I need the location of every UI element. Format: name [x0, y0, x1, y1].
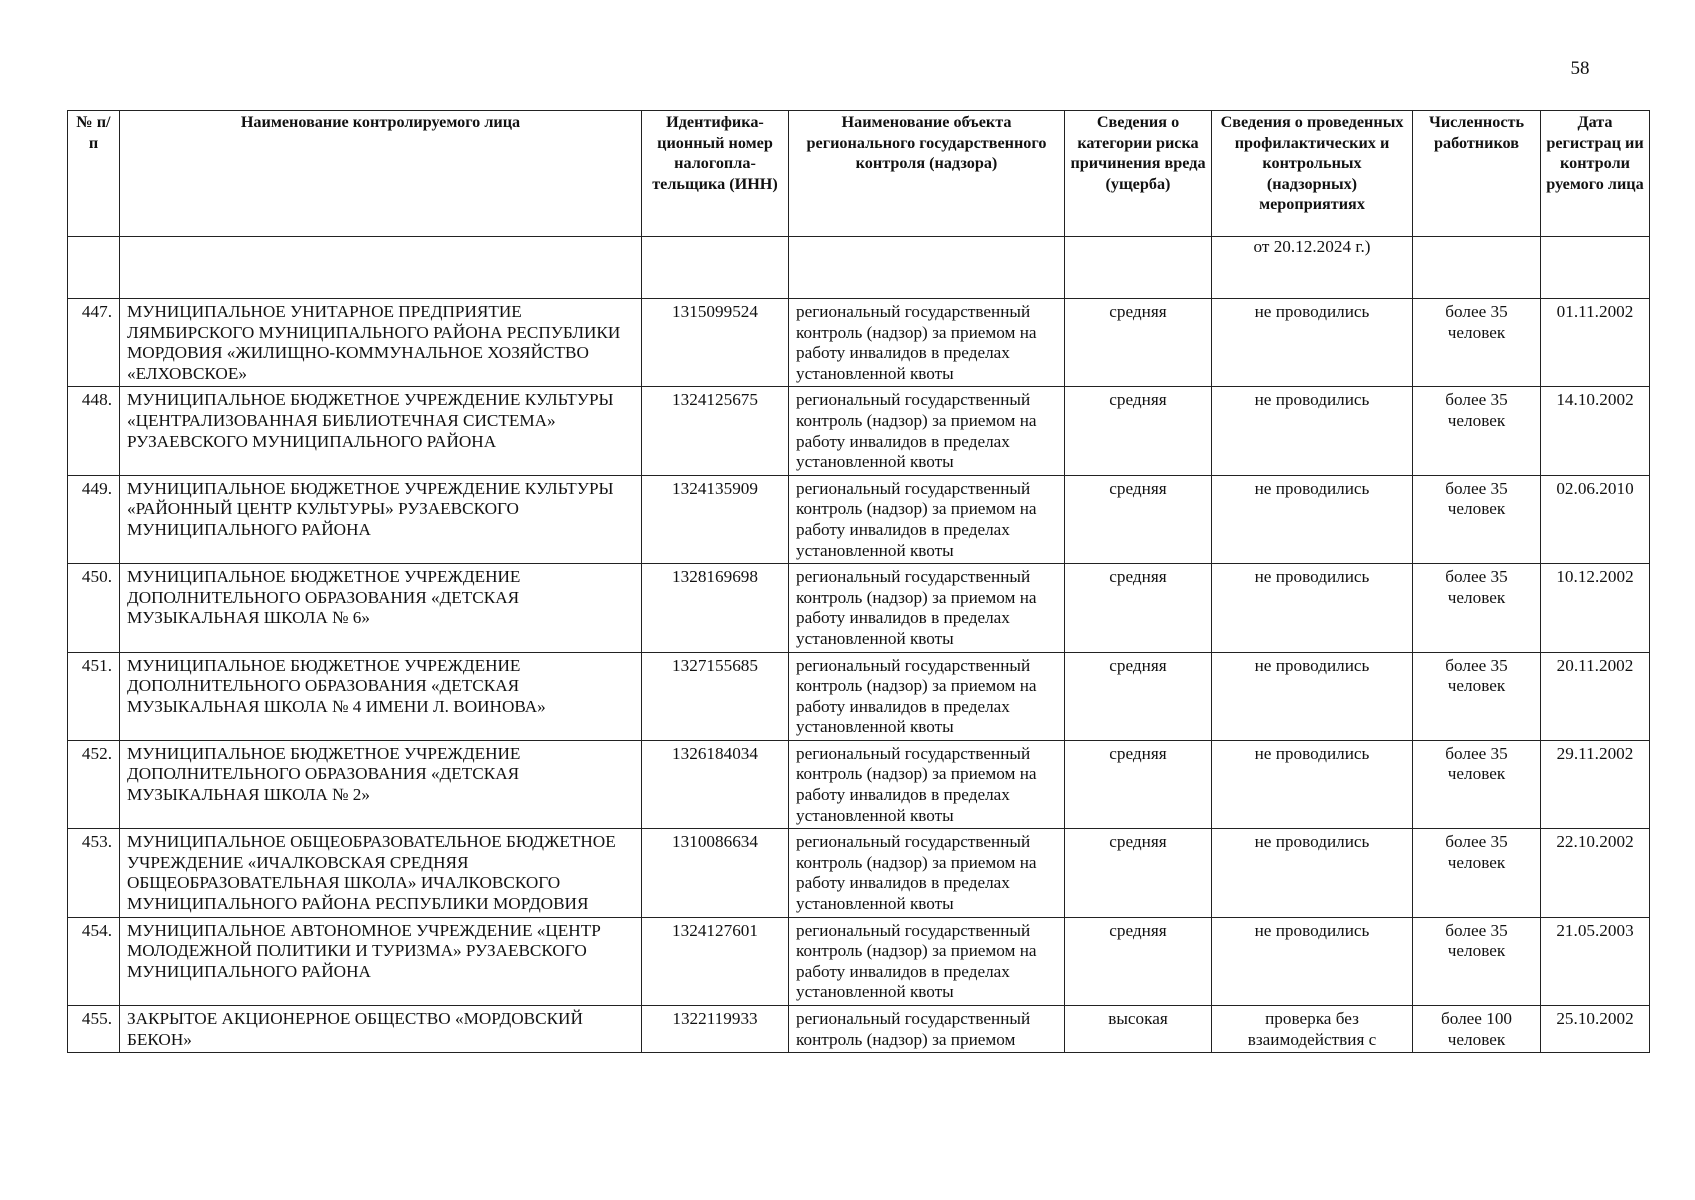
table-row [68, 829, 1650, 917]
entity-name: МУНИЦИПАЛЬНОЕ АВТОНОМНОЕ УЧРЕЖДЕНИЕ «ЦЕНТР МОЛОДЕЖНОЙ ПОЛИТИКИ И ТУРИЗМА» РУЗАЕВСКОГО МУНИЦИПАЛЬНОГО РАЙОНА [120, 917, 642, 1005]
staff-count: более 35 человек [1413, 740, 1541, 828]
table-row [68, 652, 1650, 740]
column-header: Наименование контролируемого лица [120, 111, 642, 237]
risk-category: средняя [1065, 564, 1212, 652]
control-object: региональный государственный контроль (надзор) за приемом на работу инвалидов в пределах установленной квоты [789, 299, 1065, 387]
page-number: 58 [1570, 58, 1590, 79]
events-info: не проводились [1212, 652, 1413, 740]
column-header: Идентифика-ционный номер налогопла-тельщика (ИНН) [642, 111, 789, 237]
registration-date: 01.11.2002 [1541, 299, 1650, 387]
row-number: 454. [68, 917, 120, 1005]
table-row [68, 475, 1650, 563]
header-continuation-row [68, 237, 1650, 299]
control-object: региональный государственный контроль (надзор) за приемом на работу инвалидов в пределах установленной квоты [789, 829, 1065, 917]
entity-name: МУНИЦИПАЛЬНОЕ ОБЩЕОБРАЗОВАТЕЛЬНОЕ БЮДЖЕТНОЕ УЧРЕЖДЕНИЕ «ИЧАЛКОВСКАЯ СРЕДНЯЯ ОБЩЕОБРАЗОВАТЕЛЬНАЯ ШКОЛА» ИЧАЛКОВСКОГО МУНИЦИПАЛЬНОГО РАЙОНА РЕСПУБЛИКИ МОРДОВИЯ [120, 829, 642, 917]
entity-name: МУНИЦИПАЛЬНОЕ БЮДЖЕТНОЕ УЧРЕЖДЕНИЕ ДОПОЛНИТЕЛЬНОГО ОБРАЗОВАНИЯ «ДЕТСКАЯ МУЗЫКАЛЬНАЯ ШКОЛА № 4 ИМЕНИ Л. ВОИНОВА» [120, 652, 642, 740]
entity-name: МУНИЦИПАЛЬНОЕ УНИТАРНОЕ ПРЕДПРИЯТИЕ ЛЯМБИРСКОГО МУНИЦИПАЛЬНОГО РАЙОНА РЕСПУБЛИКИ МОРДОВИЯ «ЖИЛИЩНО-КОММУНАЛЬНОЕ ХОЗЯЙСТВО «ЕЛХОВСКОЕ» [120, 299, 642, 387]
row-number: 453. [68, 829, 120, 917]
events-info: не проводились [1212, 829, 1413, 917]
risk-category: средняя [1065, 652, 1212, 740]
control-object: региональный государственный контроль (надзор) за приемом на работу инвалидов в пределах установленной квоты [789, 917, 1065, 1005]
column-header: Дата регистрац ии контроли руемого лица [1541, 111, 1650, 237]
staff-count: более 100 человек [1413, 1006, 1541, 1053]
inn-cell: 1324135909 [642, 475, 789, 563]
control-object: региональный государственный контроль (надзор) за приемом на работу инвалидов в пределах установленной квоты [789, 652, 1065, 740]
staff-count: более 35 человек [1413, 475, 1541, 563]
row-number: 450. [68, 564, 120, 652]
inn-cell: 1324125675 [642, 387, 789, 475]
events-info: не проводились [1212, 740, 1413, 828]
staff-count: более 35 человек [1413, 387, 1541, 475]
registration-date: 02.06.2010 [1541, 475, 1650, 563]
registration-date: 21.05.2003 [1541, 917, 1650, 1005]
staff-count: более 35 человек [1413, 564, 1541, 652]
control-object: региональный государственный контроль (надзор) за приемом на работу инвалидов в пределах установленной квоты [789, 475, 1065, 563]
inn-cell: 1324127601 [642, 917, 789, 1005]
staff-count: более 35 человек [1413, 299, 1541, 387]
inn-cell: 1327155685 [642, 652, 789, 740]
risk-category: высокая [1065, 1006, 1212, 1053]
events-info: не проводились [1212, 564, 1413, 652]
column-header: № п/п [68, 111, 120, 237]
row-number: 447. [68, 299, 120, 387]
entity-name: МУНИЦИПАЛЬНОЕ БЮДЖЕТНОЕ УЧРЕЖДЕНИЕ ДОПОЛНИТЕЛЬНОГО ОБРАЗОВАНИЯ «ДЕТСКАЯ МУЗЫКАЛЬНАЯ ШКОЛА № 6» [120, 564, 642, 652]
row-number: 448. [68, 387, 120, 475]
inn-cell: 1322119933 [642, 1006, 789, 1053]
entity-name: МУНИЦИПАЛЬНОЕ БЮДЖЕТНОЕ УЧРЕЖДЕНИЕ КУЛЬТУРЫ «РАЙОННЫЙ ЦЕНТР КУЛЬТУРЫ» РУЗАЕВСКОГО МУНИЦИПАЛЬНОГО РАЙОНА [120, 475, 642, 563]
registration-date: 20.11.2002 [1541, 652, 1650, 740]
table-row [68, 564, 1650, 652]
row-number: 451. [68, 652, 120, 740]
staff-count: более 35 человек [1413, 917, 1541, 1005]
row-number: 452. [68, 740, 120, 828]
inn-cell: 1315099524 [642, 299, 789, 387]
registration-date: 10.12.2002 [1541, 564, 1650, 652]
control-object: региональный государственный контроль (надзор) за приемом на работу инвалидов в пределах установленной квоты [789, 564, 1065, 652]
row-number: 449. [68, 475, 120, 563]
events-info: не проводились [1212, 387, 1413, 475]
registry-table [67, 110, 1650, 1053]
staff-count: более 35 человек [1413, 829, 1541, 917]
events-info: не проводились [1212, 917, 1413, 1005]
entity-name: ЗАКРЫТОЕ АКЦИОНЕРНОЕ ОБЩЕСТВО «МОРДОВСКИЙ БЕКОН» [120, 1006, 642, 1053]
table-row [68, 917, 1650, 1005]
inn-cell: 1328169698 [642, 564, 789, 652]
registration-date: 29.11.2002 [1541, 740, 1650, 828]
risk-category: средняя [1065, 917, 1212, 1005]
inn-cell: 1326184034 [642, 740, 789, 828]
control-object: региональный государственный контроль (надзор) за приемом на работу инвалидов в пределах установленной квоты [789, 740, 1065, 828]
inn-cell: 1310086634 [642, 829, 789, 917]
risk-category: средняя [1065, 740, 1212, 828]
table-header-row [68, 111, 1650, 237]
table-row [68, 299, 1650, 387]
entity-name: МУНИЦИПАЛЬНОЕ БЮДЖЕТНОЕ УЧРЕЖДЕНИЕ ДОПОЛНИТЕЛЬНОГО ОБРАЗОВАНИЯ «ДЕТСКАЯ МУЗЫКАЛЬНАЯ ШКОЛА № 2» [120, 740, 642, 828]
registration-date: 25.10.2002 [1541, 1006, 1650, 1053]
registration-date: 22.10.2002 [1541, 829, 1650, 917]
column-header: Сведения о проведенных профилактических и контрольных (надзорных) мероприятиях [1212, 111, 1413, 237]
column-header: Наименование объекта регионального государственного контроля (надзора) [789, 111, 1065, 237]
entity-name: МУНИЦИПАЛЬНОЕ БЮДЖЕТНОЕ УЧРЕЖДЕНИЕ КУЛЬТУРЫ «ЦЕНТРАЛИЗОВАННАЯ БИБЛИОТЕЧНАЯ СИСТЕМА» РУЗАЕВСКОГО МУНИЦИПАЛЬНОГО РАЙОНА [120, 387, 642, 475]
table-row [68, 1006, 1650, 1053]
table-row [68, 740, 1650, 828]
risk-category: средняя [1065, 475, 1212, 563]
risk-category: средняя [1065, 387, 1212, 475]
staff-count: более 35 человек [1413, 652, 1541, 740]
column-header: Сведения о категории риска причинения вреда (ущерба) [1065, 111, 1212, 237]
table-row [68, 387, 1650, 475]
control-object: региональный государственный контроль (надзор) за приемом на работу инвалидов в пределах установленной квоты [789, 387, 1065, 475]
column-header: Численность работников [1413, 111, 1541, 237]
events-info: не проводились [1212, 475, 1413, 563]
row-number: 455. [68, 1006, 120, 1053]
control-object: региональный государственный контроль (надзор) за приемом [789, 1006, 1065, 1053]
events-info: не проводились [1212, 299, 1413, 387]
risk-category: средняя [1065, 829, 1212, 917]
registration-date: 14.10.2002 [1541, 387, 1650, 475]
risk-category: средняя [1065, 299, 1212, 387]
header-continuation: от 20.12.2024 г.) [1212, 237, 1413, 299]
events-info: проверка без взаимодействия с [1212, 1006, 1413, 1053]
